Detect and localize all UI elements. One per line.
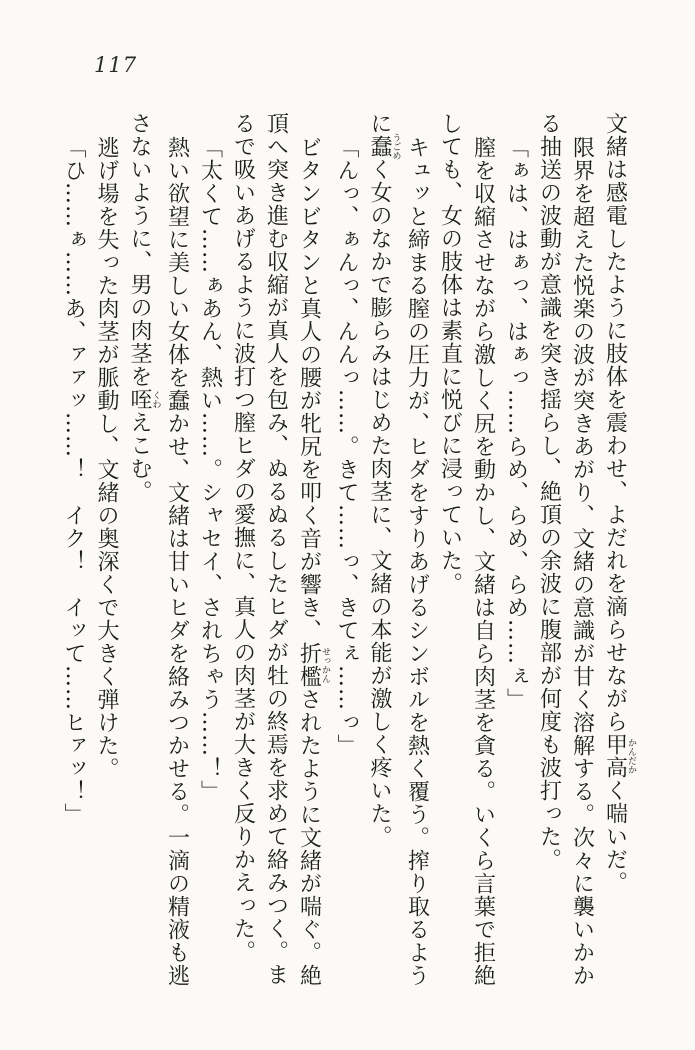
text-column: に蠢うごめく女のなかで膨らみはじめた肉茎に、文緒の本能が激しく疼いた。 bbox=[367, 112, 401, 848]
furigana-ruby: 咥くわ bbox=[127, 388, 161, 411]
furigana-ruby: 甲高かんだか bbox=[602, 733, 636, 779]
text-column: る抽送の波動が意識を突き揺らし、絶頂の余波に腹部が何度も波打った。 bbox=[536, 112, 562, 871]
text-column: 頂へ突き進む収縮が真人を包み、ぬるぬるしたヒダが牡の終焉を求めて絡みつく。ま bbox=[263, 112, 289, 986]
text-column: 熱い欲望に美しい女体を蠢かせ、文緒は甘いヒダを絡みつかせる。一滴の精液も逃 bbox=[164, 136, 190, 987]
text-column: るで吸いあげるように波打つ膣ヒダの愛撫に、真人の肉茎が大きく反りかえった。 bbox=[230, 112, 256, 963]
text-column: 「太くて……ぁあん、熱い……。シャセイ、されちゃう……！」 bbox=[197, 136, 223, 803]
text-column: 「んっ、ぁんっ、んんっ……。きて……っ、きてぇ……っ」 bbox=[334, 136, 359, 757]
text-columns bbox=[61, 112, 636, 1008]
text-column: キュッと締まる膣の圧力が、ヒダをすりあげるシンボルを熱く覆う。搾り取るよう bbox=[404, 136, 430, 987]
page-number: 117 bbox=[94, 53, 138, 77]
text-column: しても、女の肢体は素直に悦びに浸っていた。 bbox=[437, 112, 463, 595]
furigana-ruby: 折檻せっかん bbox=[296, 642, 330, 688]
text-column: さないように、男の肉茎を咥くわえこむ。 bbox=[127, 112, 161, 503]
text-column: 「ぁは、はぁっ、はぁっ……らめ、らめ、らめ……ぇ」 bbox=[503, 136, 529, 711]
text-column: 限界を超えた悦楽の波が突きあがり、文緒の意識が甘く溶解する。次々に襲いかか bbox=[569, 136, 595, 987]
furigana-ruby: 蠢うごめ bbox=[367, 133, 401, 160]
text-column: 「ひ……ぁ……あ、ァァッ……！ イク！ イッて……ヒァッ！」 bbox=[61, 136, 86, 826]
text-column: ビタンビタンと真人の腰が牝尻を叩く音が響き、折檻せっかんされたように文緒が喘ぐ。絶 bbox=[296, 136, 330, 987]
text-column: 文緒は感電したように肢体を震わせ、よだれを滴らせながら甲高かんだかく喘いだ。 bbox=[602, 112, 636, 894]
text-column: 逃げ場を失った肉茎が脈動し、文緒の奥深くで大きく弾けた。 bbox=[94, 136, 119, 780]
text-column: 膣を収縮させながら激しく尻を動かし、文緒は自ら肉茎を貪る。いくら言葉で拒絶 bbox=[470, 136, 496, 987]
